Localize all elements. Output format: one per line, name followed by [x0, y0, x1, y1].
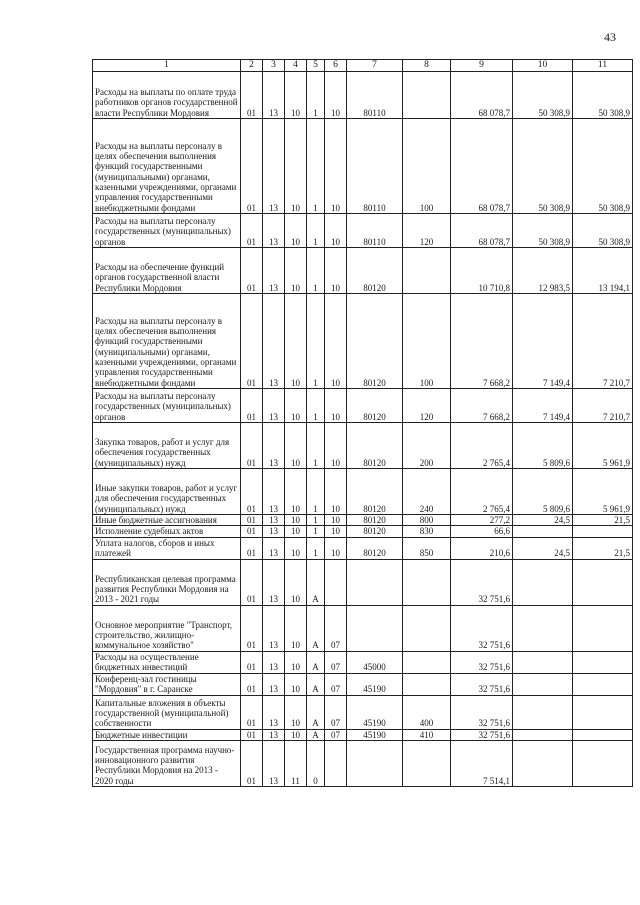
cell-col-10: 7 149,4 — [513, 293, 573, 388]
cell-col-4: 10 — [285, 526, 307, 537]
page-number: 43 — [604, 30, 616, 44]
row-name: Исполнение судебных актов — [93, 526, 241, 537]
cell-col-11 — [573, 605, 633, 651]
cell-col-6: 10 — [325, 388, 347, 422]
cell-col-8: 410 — [403, 729, 451, 740]
table-row — [93, 559, 633, 605]
table-row — [93, 468, 633, 514]
row-name: Основное мероприятие "Транспорт, строительство, жилищно-коммунальное хозяйство" — [93, 605, 241, 651]
cell-col-11: 5 961,9 — [573, 468, 633, 514]
cell-col-7: 80120 — [347, 514, 403, 525]
row-name: Уплата налогов, сборов и иных платежей — [93, 537, 241, 559]
row-name: Республиканская целевая программа развития Республики Мордовия на 2013 - 2021 годы — [93, 559, 241, 605]
cell-col-2: 01 — [241, 673, 263, 695]
cell-col-4: 10 — [285, 468, 307, 514]
cell-col-7: 80120 — [347, 247, 403, 293]
cell-col-4: 10 — [285, 605, 307, 651]
row-name: Иные бюджетные ассигнования — [93, 514, 241, 525]
cell-col-11: 50 308,9 — [573, 118, 633, 213]
cell-col-3: 13 — [263, 514, 285, 525]
column-header-3: 3 — [263, 60, 285, 72]
cell-col-7 — [347, 605, 403, 651]
cell-col-2: 01 — [241, 514, 263, 525]
cell-col-10: 50 308,9 — [513, 213, 573, 247]
cell-col-5: 1 — [307, 71, 325, 118]
budget-table — [92, 59, 633, 787]
cell-col-6: 10 — [325, 118, 347, 213]
table-row — [93, 293, 633, 388]
cell-col-5: А — [307, 651, 325, 673]
cell-col-10 — [513, 605, 573, 651]
cell-col-10: 50 308,9 — [513, 118, 573, 213]
cell-col-9: 32 751,6 — [451, 695, 513, 729]
cell-col-2: 01 — [241, 651, 263, 673]
cell-col-9: 2 765,4 — [451, 422, 513, 468]
cell-col-5: А — [307, 673, 325, 695]
table-row — [93, 71, 633, 118]
table-row — [93, 388, 633, 422]
cell-col-11: 7 210,7 — [573, 388, 633, 422]
cell-col-10 — [513, 673, 573, 695]
table-row — [93, 740, 633, 786]
table-row — [93, 673, 633, 695]
table-row — [93, 118, 633, 213]
row-name: Расходы на осуществление бюджетных инвестиций — [93, 651, 241, 673]
cell-col-3: 13 — [263, 729, 285, 740]
cell-col-3: 13 — [263, 559, 285, 605]
cell-col-9: 68 078,7 — [451, 71, 513, 118]
cell-col-2: 01 — [241, 213, 263, 247]
cell-col-6: 10 — [325, 422, 347, 468]
table-row — [93, 537, 633, 559]
cell-col-2: 01 — [241, 537, 263, 559]
cell-col-2: 01 — [241, 247, 263, 293]
cell-col-11: 5 961,9 — [573, 422, 633, 468]
cell-col-11: 13 194,1 — [573, 247, 633, 293]
column-header-9: 9 — [451, 60, 513, 72]
cell-col-5: 1 — [307, 514, 325, 525]
cell-col-6: 10 — [325, 293, 347, 388]
cell-col-6 — [325, 559, 347, 605]
cell-col-8: 120 — [403, 388, 451, 422]
table-row — [93, 651, 633, 673]
cell-col-10 — [513, 559, 573, 605]
cell-col-11 — [573, 695, 633, 729]
cell-col-2: 01 — [241, 388, 263, 422]
cell-col-7: 80120 — [347, 468, 403, 514]
cell-col-8 — [403, 605, 451, 651]
cell-col-6: 10 — [325, 71, 347, 118]
cell-col-11: 50 308,9 — [573, 71, 633, 118]
row-name: Расходы на выплаты персоналу государственных (муниципальных) органов — [93, 388, 241, 422]
cell-col-6: 10 — [325, 247, 347, 293]
cell-col-5: 1 — [307, 118, 325, 213]
cell-col-3: 13 — [263, 537, 285, 559]
cell-col-6: 07 — [325, 605, 347, 651]
cell-col-8: 800 — [403, 514, 451, 525]
cell-col-7 — [347, 740, 403, 786]
cell-col-7: 45000 — [347, 651, 403, 673]
cell-col-10: 24,5 — [513, 514, 573, 525]
cell-col-8 — [403, 71, 451, 118]
cell-col-2: 01 — [241, 71, 263, 118]
cell-col-10 — [513, 740, 573, 786]
row-name: Бюджетные инвестиции — [93, 729, 241, 740]
cell-col-9: 7 668,2 — [451, 388, 513, 422]
cell-col-7: 80110 — [347, 118, 403, 213]
row-name: Иные закупки товаров, работ и услуг для обеспечения государственных (муниципальных) нужд — [93, 468, 241, 514]
cell-col-11: 50 308,9 — [573, 213, 633, 247]
cell-col-2: 01 — [241, 422, 263, 468]
cell-col-2: 01 — [241, 468, 263, 514]
cell-col-3: 13 — [263, 118, 285, 213]
cell-col-10: 12 983,5 — [513, 247, 573, 293]
cell-col-8 — [403, 247, 451, 293]
cell-col-4: 10 — [285, 247, 307, 293]
table-row — [93, 526, 633, 537]
cell-col-5: 1 — [307, 468, 325, 514]
cell-col-4: 10 — [285, 118, 307, 213]
cell-col-11 — [573, 559, 633, 605]
cell-col-5: 1 — [307, 293, 325, 388]
cell-col-2: 01 — [241, 695, 263, 729]
cell-col-10: 5 809,6 — [513, 422, 573, 468]
cell-col-8: 400 — [403, 695, 451, 729]
cell-col-5: А — [307, 695, 325, 729]
row-name: Расходы на выплаты персоналу государственных (муниципальных) органов — [93, 213, 241, 247]
table-row — [93, 422, 633, 468]
cell-col-11 — [573, 526, 633, 537]
cell-col-5: 1 — [307, 213, 325, 247]
cell-col-2: 01 — [241, 729, 263, 740]
cell-col-9: 7 668,2 — [451, 293, 513, 388]
table-row — [93, 695, 633, 729]
cell-col-6: 07 — [325, 729, 347, 740]
cell-col-4: 10 — [285, 293, 307, 388]
cell-col-3: 13 — [263, 526, 285, 537]
cell-col-5: 0 — [307, 740, 325, 786]
row-name: Расходы на выплаты персоналу в целях обеспечения выполнения функций государственными (муниципальными) органами, казенными учреждениями, органами управления государственными внебюджетными фондами — [93, 118, 241, 213]
cell-col-11: 21,5 — [573, 537, 633, 559]
cell-col-4: 10 — [285, 651, 307, 673]
cell-col-7: 80120 — [347, 293, 403, 388]
cell-col-7: 45190 — [347, 673, 403, 695]
cell-col-9: 68 078,7 — [451, 213, 513, 247]
table-row — [93, 213, 633, 247]
cell-col-6: 07 — [325, 673, 347, 695]
cell-col-11 — [573, 729, 633, 740]
cell-col-9: 2 765,4 — [451, 468, 513, 514]
cell-col-9: 32 751,6 — [451, 729, 513, 740]
cell-col-9: 32 751,6 — [451, 605, 513, 651]
cell-col-10 — [513, 729, 573, 740]
cell-col-5: 1 — [307, 422, 325, 468]
cell-col-5: 1 — [307, 537, 325, 559]
cell-col-6: 07 — [325, 651, 347, 673]
cell-col-2: 01 — [241, 526, 263, 537]
row-name: Конференц-зал гостиницы "Мордовия" в г. Саранске — [93, 673, 241, 695]
cell-col-8: 100 — [403, 293, 451, 388]
cell-col-8 — [403, 740, 451, 786]
cell-col-7: 80110 — [347, 213, 403, 247]
cell-col-3: 13 — [263, 673, 285, 695]
cell-col-3: 13 — [263, 388, 285, 422]
cell-col-4: 10 — [285, 673, 307, 695]
cell-col-3: 13 — [263, 468, 285, 514]
cell-col-10 — [513, 526, 573, 537]
cell-col-2: 01 — [241, 605, 263, 651]
cell-col-3: 13 — [263, 247, 285, 293]
cell-col-6: 10 — [325, 514, 347, 525]
cell-col-2: 01 — [241, 118, 263, 213]
cell-col-4: 10 — [285, 388, 307, 422]
column-header-5: 5 — [307, 60, 325, 72]
cell-col-10: 24,5 — [513, 537, 573, 559]
cell-col-11: 21,5 — [573, 514, 633, 525]
table-row — [93, 729, 633, 740]
cell-col-10: 5 809,6 — [513, 468, 573, 514]
cell-col-8: 200 — [403, 422, 451, 468]
cell-col-11 — [573, 673, 633, 695]
cell-col-3: 13 — [263, 71, 285, 118]
cell-col-3: 13 — [263, 213, 285, 247]
cell-col-7: 80110 — [347, 71, 403, 118]
column-header-6: 6 — [325, 60, 347, 72]
cell-col-2: 01 — [241, 740, 263, 786]
cell-col-9: 10 710,8 — [451, 247, 513, 293]
cell-col-4: 10 — [285, 537, 307, 559]
cell-col-9: 210,6 — [451, 537, 513, 559]
cell-col-5: 1 — [307, 526, 325, 537]
cell-col-7: 80120 — [347, 422, 403, 468]
cell-col-10: 7 149,4 — [513, 388, 573, 422]
cell-col-5: А — [307, 605, 325, 651]
column-header-4: 4 — [285, 60, 307, 72]
cell-col-4: 10 — [285, 729, 307, 740]
cell-col-2: 01 — [241, 559, 263, 605]
cell-col-8 — [403, 651, 451, 673]
cell-col-5: 1 — [307, 247, 325, 293]
cell-col-8: 830 — [403, 526, 451, 537]
cell-col-9: 32 751,6 — [451, 673, 513, 695]
cell-col-4: 10 — [285, 422, 307, 468]
column-header-10: 10 — [513, 60, 573, 72]
cell-col-7: 45190 — [347, 695, 403, 729]
cell-col-11 — [573, 651, 633, 673]
cell-col-4: 10 — [285, 514, 307, 525]
cell-col-6: 10 — [325, 468, 347, 514]
cell-col-6: 07 — [325, 695, 347, 729]
row-name: Капитальные вложения в объекты государственной (муниципальной) собственности — [93, 695, 241, 729]
cell-col-3: 13 — [263, 740, 285, 786]
cell-col-5: А — [307, 559, 325, 605]
cell-col-4: 10 — [285, 71, 307, 118]
cell-col-6 — [325, 740, 347, 786]
cell-col-8: 120 — [403, 213, 451, 247]
cell-col-4: 10 — [285, 559, 307, 605]
column-header-7: 7 — [347, 60, 403, 72]
cell-col-7: 80120 — [347, 537, 403, 559]
cell-col-7: 80120 — [347, 526, 403, 537]
cell-col-10 — [513, 695, 573, 729]
cell-col-9: 7 514,1 — [451, 740, 513, 786]
column-header-8: 8 — [403, 60, 451, 72]
cell-col-11: 7 210,7 — [573, 293, 633, 388]
cell-col-8: 240 — [403, 468, 451, 514]
cell-col-9: 277,2 — [451, 514, 513, 525]
cell-col-5: А — [307, 729, 325, 740]
cell-col-3: 13 — [263, 695, 285, 729]
table-row — [93, 514, 633, 525]
cell-col-9: 68 078,7 — [451, 118, 513, 213]
cell-col-4: 11 — [285, 740, 307, 786]
row-name: Расходы на выплаты по оплате труда работников органов государственной власти Республики Мордовия — [93, 71, 241, 118]
cell-col-3: 13 — [263, 422, 285, 468]
table-row — [93, 247, 633, 293]
cell-col-5: 1 — [307, 388, 325, 422]
cell-col-4: 10 — [285, 213, 307, 247]
column-header-2: 2 — [241, 60, 263, 72]
cell-col-3: 13 — [263, 651, 285, 673]
cell-col-7: 45190 — [347, 729, 403, 740]
cell-col-10: 50 308,9 — [513, 71, 573, 118]
cell-col-3: 13 — [263, 605, 285, 651]
cell-col-2: 01 — [241, 293, 263, 388]
cell-col-8 — [403, 559, 451, 605]
row-name: Государственная программа научно-инновационного развития Республики Мордовия на 2013 - 2020 годы — [93, 740, 241, 786]
table-row — [93, 605, 633, 651]
cell-col-4: 10 — [285, 695, 307, 729]
header-row — [93, 60, 633, 72]
cell-col-8: 850 — [403, 537, 451, 559]
cell-col-11 — [573, 740, 633, 786]
cell-col-9: 32 751,6 — [451, 651, 513, 673]
cell-col-9: 66,6 — [451, 526, 513, 537]
cell-col-7: 80120 — [347, 388, 403, 422]
row-name: Расходы на обеспечение функций органов государственной власти Республики Мордовия — [93, 247, 241, 293]
cell-col-6: 10 — [325, 537, 347, 559]
cell-col-8: 100 — [403, 118, 451, 213]
cell-col-9: 32 751,6 — [451, 559, 513, 605]
row-name: Расходы на выплаты персоналу в целях обеспечения выполнения функций государственными (муниципальными) органами, казенными учреждениями, органами управления государственными внебюджетными фондами — [93, 293, 241, 388]
cell-col-3: 13 — [263, 293, 285, 388]
cell-col-7 — [347, 559, 403, 605]
column-header-1: 1 — [93, 60, 241, 72]
column-header-11: 11 — [573, 60, 633, 72]
cell-col-6: 10 — [325, 526, 347, 537]
cell-col-6: 10 — [325, 213, 347, 247]
row-name: Закупка товаров, работ и услуг для обеспечения государственных (муниципальных) нужд — [93, 422, 241, 468]
cell-col-10 — [513, 651, 573, 673]
cell-col-8 — [403, 673, 451, 695]
